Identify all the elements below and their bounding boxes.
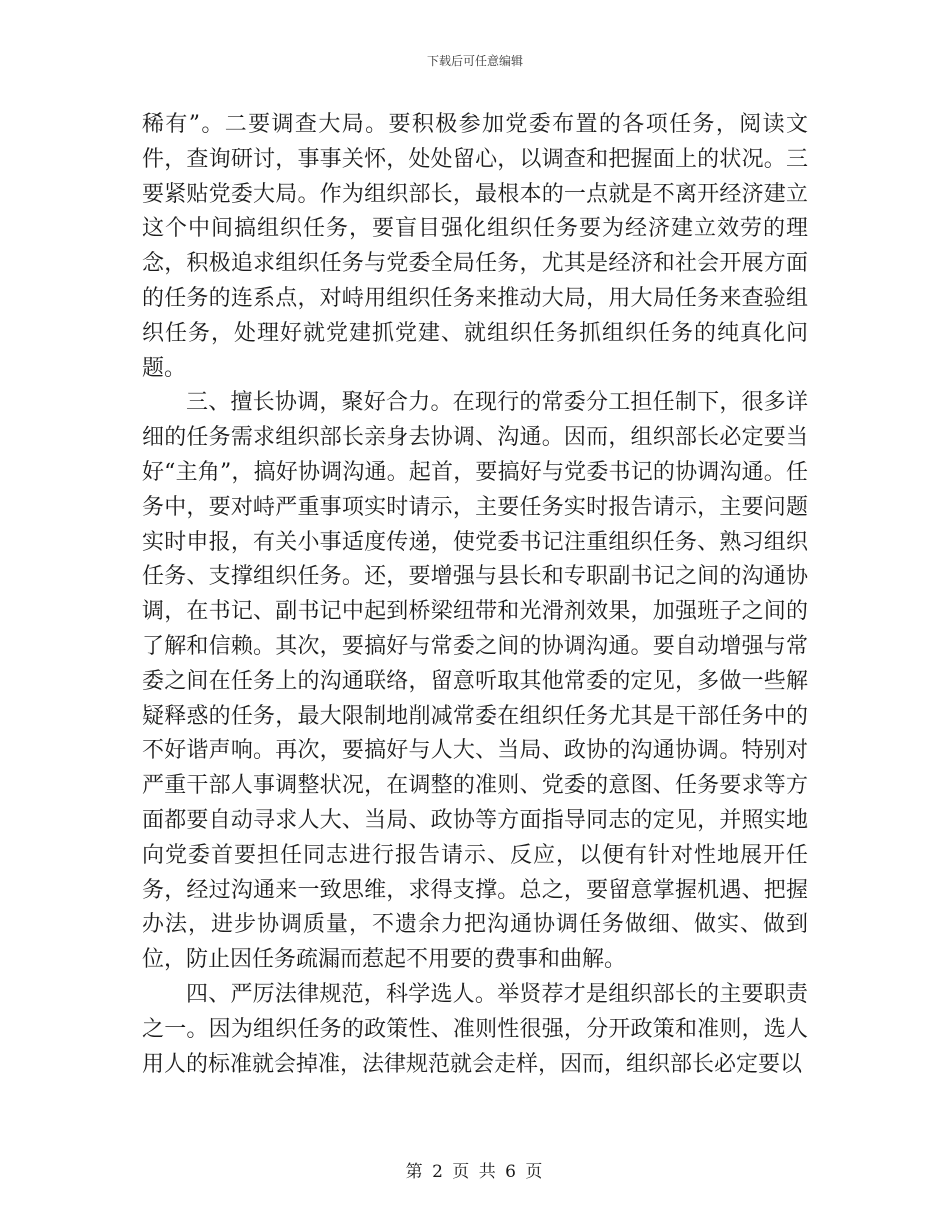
page-footer: 第 2 页 共 6 页 — [405, 1162, 545, 1182]
paragraph-section-four: 四、严厉法律规范，科学选人。举贤荐才是组织部长的主要职责之一。因为组织任务的政策性、准则性很强，分开政策和准则，选人用人的标准就会掉准，法律规范就会走样，因而，组织部长必定要以 — [142, 981, 808, 1077]
paragraph-section-three: 三、擅长协调，聚好合力。在现行的常委分工担任制下，很多详细的任务需求组织部长亲身去协调、沟通。因而，组织部长必定要当好“主角”，搞好协调沟通。起首，要搞好与党委书记的协调沟通。任务中，要对峙严重事项实时请示，主要任务实时报告请示，主要问题实时申报，有关小事适度传递，使党委书记注重组织任务、熟习组织任务、支撑组织任务。还，要增强与县长和专职副书记之间的沟通协调，在书记、副书记中起到桥梁纽带和光滑剂效果，加强班子之间的了解和信赖。其次，要搞好与常委之间的协调沟通。要自动增强与常委之间在任务上的沟通联络，留意听取其他常委的定见，多做一些解疑释惑的任务，最大限制地削减常委在组织任务尤其是干部任务中的不好谐声响。再次，要搞好与人大、当局、政协的沟通协调。特别对严重干部人事调整状况，在调整的准则、党委的意图、任务要求等方面都要自动寻求人大、当局、政协等方面指导同志的定见，并照实地向党委首要担任同志进行报告请示、反应，以便有针对性地展开任务，经过沟通来一致思维，求得支撑。总之，要留意掌握机遇、把握办法，进步协调质量，不遗余力把沟通协调任务做细、做实、做到位，防止因任务疏漏而惹起不用要的费事和曲解。 — [142, 390, 808, 973]
paragraph-continuation: 稀有”。二要调查大局。要积极参加党委布置的各项任务，阅读文件，查询研讨，事事关怀，处处留心，以调查和把握面上的状况。三要紧贴党委大局。作为组织部长，最根本的一点就是不离开经济建立这个中间搞组织任务，要盲目强化组织任务要为经济建立效劳的理念，积极追求组织任务与党委全局任务，尤其是经济和社会开展方面的任务的连系点，对峙用组织任务来推动大局，用大局任务来查验组织任务，处理好就党建抓党建、就组织任务抓组织任务的纯真化问题。 — [142, 112, 808, 381]
page-header: 下载后可任意编辑 — [426, 54, 523, 68]
document-body — [142, 108, 808, 1082]
